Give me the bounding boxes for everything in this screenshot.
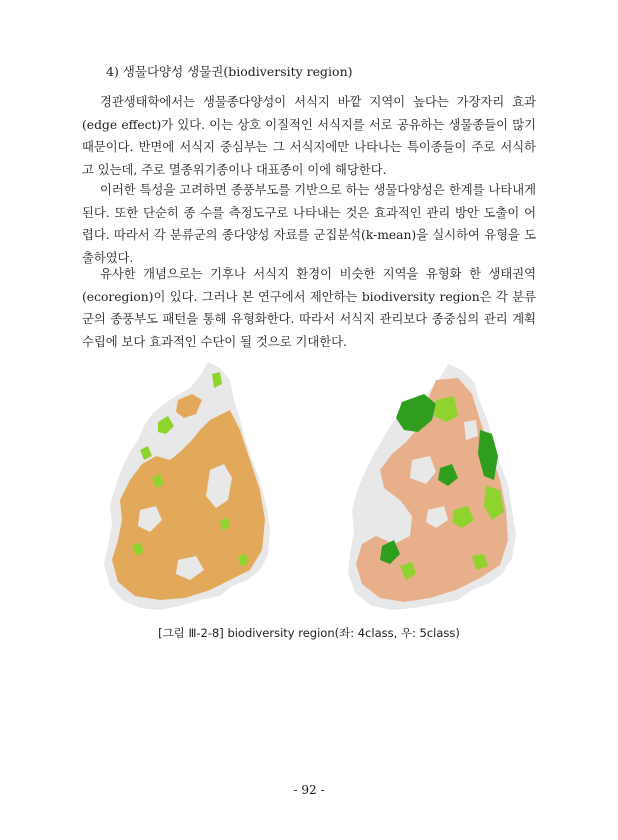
paragraph: 이러한 특성을 고려하면 종풍부도를 기반으로 하는 생물다양성은 한계를 나타내게 된다. 또한 단순히 종 수를 측정도구로 나타내는 것은 효과적인 관리 방안 도출이 어렵다. 따라서 각 분류군의 종다양성 자료를 군집분석(k-mean)을 실시하여 유형을 도출하였다. [82,183,536,265]
korea-map-5class [340,360,530,620]
section-heading: 4) 생물다양성 생물권(biodiversity region) [106,64,353,79]
figure-caption: [그림 Ⅲ-2-8] biodiversity region(좌: 4class, 우: 5class) [158,626,460,640]
page-number: - 92 - [293,783,325,797]
paragraph: 유사한 개념으로는 기후나 서식지 환경이 비슷한 지역을 유형화 한 생태권역(ecoregion)이 있다. 그러나 본 연구에서 제안하는 biodiversity region은 각 분류군의 종풍부도 패턴을 통해 유형화한다. 따라서 서식지 관리보다 종중심의 관리 계획 수립에 보다 효과적인 수단이 될 것으로 기대한다. [82,267,536,349]
paragraph: 경관생태학에서는 생물종다양성이 서식지 바깥 지역이 높다는 가장자리 효과(edge effect)가 있다. 이는 상호 이질적인 서식지를 서로 공유하는 생물종들이 많기 때문이다. 반면에 서식지 중심부는 그 서식지에만 나타나는 특이종들이 주로 서식하고 있는데, 주로 멸종위기종이나 대표종이 이에 해당한다. [82,95,536,177]
korea-map-4class [100,360,280,620]
